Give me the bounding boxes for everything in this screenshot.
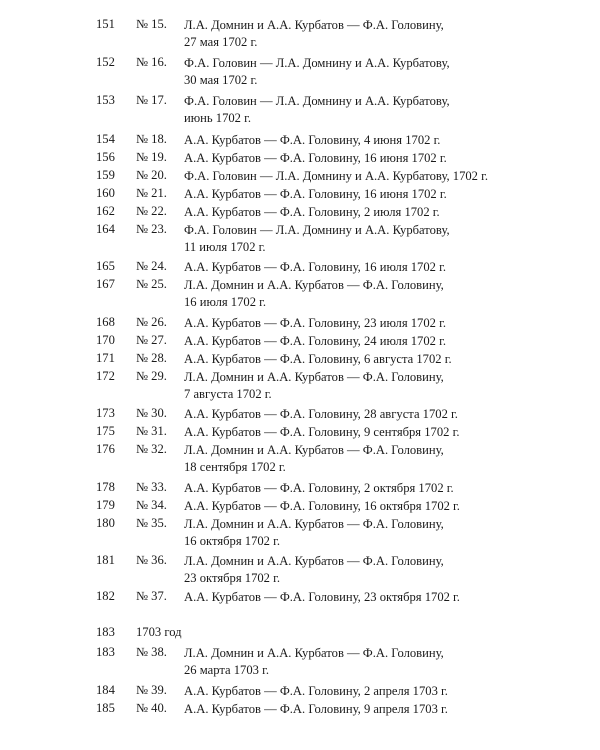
document-number: № 39. xyxy=(136,683,167,697)
document-title-line: Л.А. Домнин и А.А. Курбатов — Ф.А. Головину, xyxy=(184,370,444,384)
document-number: № 29. xyxy=(136,369,167,383)
toc-entry xyxy=(0,93,600,125)
document-number: № 23. xyxy=(136,222,167,236)
toc-page-number: 167 xyxy=(96,277,115,291)
document-title xyxy=(184,204,584,221)
document-title xyxy=(184,168,584,185)
document-number: № 27. xyxy=(136,333,167,347)
document-title-line: Л.А. Домнин и А.А. Курбатов — Ф.А. Головину, xyxy=(184,18,444,32)
toc-page-number: 176 xyxy=(96,442,115,456)
toc-entry xyxy=(0,333,600,353)
document-title xyxy=(184,132,584,149)
document-number: № 38. xyxy=(136,645,167,659)
document-title xyxy=(184,424,584,441)
toc-page-number: 183 xyxy=(96,645,115,659)
toc-page-number: 183 xyxy=(96,625,115,639)
document-title-line: Л.А. Домнин и А.А. Курбатов — Ф.А. Головину, xyxy=(184,517,444,531)
document-date-line: 30 мая 1702 г. xyxy=(184,72,258,87)
toc-entry xyxy=(0,645,600,677)
toc-entry xyxy=(0,55,600,87)
document-title xyxy=(184,516,584,549)
document-title-line: А.А. Курбатов — Ф.А. Головину, 24 июля 1702 г. xyxy=(184,334,446,348)
document-title-line: А.А. Курбатов — Ф.А. Головину, 2 июля 1702 г. xyxy=(184,205,440,219)
toc-entry xyxy=(0,204,600,224)
toc-page-number: 151 xyxy=(96,17,115,31)
document-title-line: А.А. Курбатов — Ф.А. Головину, 6 августа 1702 г. xyxy=(184,352,452,366)
toc-entry xyxy=(0,168,600,188)
document-date-line: 16 июля 1702 г. xyxy=(184,294,267,309)
document-title xyxy=(184,93,584,126)
document-number: № 15. xyxy=(136,17,167,31)
toc-page-number: 170 xyxy=(96,333,115,347)
document-number: № 40. xyxy=(136,701,167,715)
toc-entry xyxy=(0,424,600,444)
toc-entry xyxy=(0,132,600,152)
document-title xyxy=(184,480,584,497)
document-number: № 31. xyxy=(136,424,167,438)
toc-page-number: 164 xyxy=(96,222,115,236)
document-title-line: А.А. Курбатов — Ф.А. Головину, 2 октября 1702 г. xyxy=(184,481,454,495)
document-title xyxy=(184,645,584,678)
document-title xyxy=(184,17,584,50)
document-number: № 37. xyxy=(136,589,167,603)
document-number: № 28. xyxy=(136,351,167,365)
document-number: № 33. xyxy=(136,480,167,494)
toc-entry xyxy=(0,222,600,254)
document-date-line: 7 августа 1702 г. xyxy=(184,386,272,401)
document-date-line: 27 мая 1702 г. xyxy=(184,34,258,49)
toc-page-number: 182 xyxy=(96,589,115,603)
document-title xyxy=(184,683,584,700)
toc-entry xyxy=(0,498,600,518)
toc-page-number: 181 xyxy=(96,553,115,567)
document-title-line: А.А. Курбатов — Ф.А. Головину, 2 апреля 1703 г. xyxy=(184,684,448,698)
document-title xyxy=(184,351,584,368)
document-title-line: Л.А. Домнин и А.А. Курбатов — Ф.А. Головину, xyxy=(184,443,444,457)
document-title xyxy=(184,55,584,88)
document-number: № 19. xyxy=(136,150,167,164)
toc-entry xyxy=(0,683,600,703)
toc-entry xyxy=(0,150,600,170)
document-number: № 16. xyxy=(136,55,167,69)
document-title-line: А.А. Курбатов — Ф.А. Головину, 9 сентября 1702 г. xyxy=(184,425,460,439)
toc-entry xyxy=(0,589,600,609)
document-title xyxy=(184,186,584,203)
document-title xyxy=(184,277,584,310)
document-title xyxy=(184,406,584,423)
toc-entry xyxy=(0,17,600,49)
document-title-line: А.А. Курбатов — Ф.А. Головину, 16 июня 1702 г. xyxy=(184,187,447,201)
document-title-line: А.А. Курбатов — Ф.А. Головину, 16 октября 1702 г. xyxy=(184,499,460,513)
document-number: № 32. xyxy=(136,442,167,456)
document-title xyxy=(184,498,584,515)
toc-page-number: 185 xyxy=(96,701,115,715)
document-title-line: А.А. Курбатов — Ф.А. Головину, 9 апреля 1703 г. xyxy=(184,702,448,716)
toc-page-number: 180 xyxy=(96,516,115,530)
document-number: № 20. xyxy=(136,168,167,182)
document-title xyxy=(184,150,584,167)
document-title-line: А.А. Курбатов — Ф.А. Головину, 16 июня 1702 г. xyxy=(184,151,447,165)
document-title-line: Ф.А. Головин — Л.А. Домнину и А.А. Курбатову, xyxy=(184,94,450,108)
document-date-line: 16 октября 1702 г. xyxy=(184,533,280,548)
document-title xyxy=(184,369,584,402)
toc-page-number: 165 xyxy=(96,259,115,273)
toc-page-number: 160 xyxy=(96,186,115,200)
document-title xyxy=(184,442,584,475)
document-date-line: 26 марта 1703 г. xyxy=(184,662,269,677)
document-title-line: Л.А. Домнин и А.А. Курбатов — Ф.А. Головину, xyxy=(184,278,444,292)
toc-page-number: 171 xyxy=(96,351,115,365)
document-title-line: А.А. Курбатов — Ф.А. Головину, 23 июля 1702 г. xyxy=(184,316,446,330)
toc-entry xyxy=(0,516,600,548)
document-date-line: 18 сентября 1702 г. xyxy=(184,459,286,474)
document-title-line: Л.А. Домнин и А.А. Курбатов — Ф.А. Головину, xyxy=(184,554,444,568)
section-year-label: 1703 год xyxy=(136,625,182,639)
document-title-line: Л.А. Домнин и А.А. Курбатов — Ф.А. Головину, xyxy=(184,646,444,660)
toc-entry xyxy=(0,351,600,371)
toc-entry xyxy=(0,315,600,335)
toc-page-number: 154 xyxy=(96,132,115,146)
document-title xyxy=(184,553,584,586)
document-date-line: июнь 1702 г. xyxy=(184,110,252,125)
toc-page-number: 173 xyxy=(96,406,115,420)
document-date-line: 23 октября 1702 г. xyxy=(184,570,280,585)
document-title xyxy=(184,315,584,332)
toc-entry xyxy=(0,553,600,585)
document-number: № 21. xyxy=(136,186,167,200)
toc-page-number: 168 xyxy=(96,315,115,329)
toc-page-number: 156 xyxy=(96,150,115,164)
toc-page-number: 175 xyxy=(96,424,115,438)
toc-page-number: 178 xyxy=(96,480,115,494)
toc-entry xyxy=(0,406,600,426)
document-title xyxy=(184,333,584,350)
document-number: № 26. xyxy=(136,315,167,329)
toc-entry xyxy=(0,186,600,206)
toc-entry xyxy=(0,442,600,474)
document-date-line: 11 июля 1702 г. xyxy=(184,239,266,254)
document-title-line: А.А. Курбатов — Ф.А. Головину, 16 июля 1702 г. xyxy=(184,260,446,274)
toc-page-number: 162 xyxy=(96,204,115,218)
document-title-line: Ф.А. Головин — Л.А. Домнину и А.А. Курбатову, xyxy=(184,56,450,70)
toc-entry xyxy=(0,369,600,401)
toc-page-number: 179 xyxy=(96,498,115,512)
document-title-line: А.А. Курбатов — Ф.А. Головину, 28 августа 1702 г. xyxy=(184,407,458,421)
document-number: № 34. xyxy=(136,498,167,512)
toc-page-number: 172 xyxy=(96,369,115,383)
toc-page-number: 153 xyxy=(96,93,115,107)
toc-entry xyxy=(0,701,600,721)
document-title-line: Ф.А. Головин — Л.А. Домнину и А.А. Курбатову, 1702 г. xyxy=(184,169,489,183)
toc-entry xyxy=(0,259,600,279)
document-number: № 22. xyxy=(136,204,167,218)
toc-page-number: 159 xyxy=(96,168,115,182)
document-title-line: А.А. Курбатов — Ф.А. Головину, 23 октября 1702 г. xyxy=(184,590,460,604)
document-number: № 17. xyxy=(136,93,167,107)
document-number: № 35. xyxy=(136,516,167,530)
document-number: № 25. xyxy=(136,277,167,291)
document-title xyxy=(184,589,584,606)
toc-section-heading xyxy=(0,625,600,645)
toc-entry xyxy=(0,480,600,500)
document-number: № 30. xyxy=(136,406,167,420)
toc-page-number: 184 xyxy=(96,683,115,697)
toc-page-number: 152 xyxy=(96,55,115,69)
document-title-line: Ф.А. Головин — Л.А. Домнину и А.А. Курбатову, xyxy=(184,223,450,237)
document-title xyxy=(184,222,584,255)
document-number: № 36. xyxy=(136,553,167,567)
toc-entry xyxy=(0,277,600,309)
document-number: № 24. xyxy=(136,259,167,273)
document-title xyxy=(184,701,584,718)
document-number: № 18. xyxy=(136,132,167,146)
document-title-line: А.А. Курбатов — Ф.А. Головину, 4 июня 1702 г. xyxy=(184,133,441,147)
document-title xyxy=(184,259,584,276)
